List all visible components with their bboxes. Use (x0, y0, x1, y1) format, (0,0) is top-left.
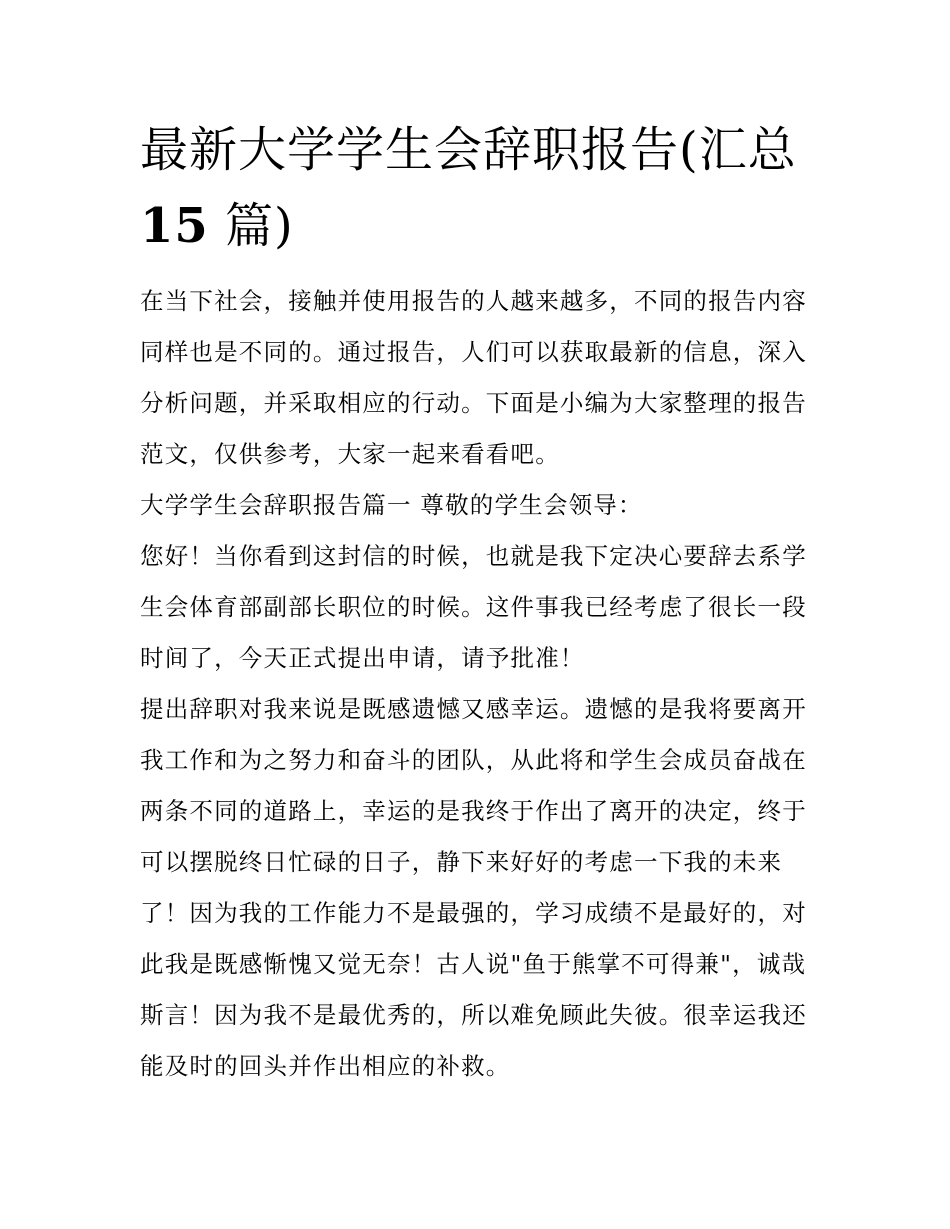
document-title (140, 112, 820, 264)
paragraph-intro: 在当下社会，接触并使用报告的人越来越多，不同的报告内容同样也是不同的。通过报告，人们可以获取最新的信息，深入分析问题，并采取相应的行动。下面是小编为大家整理的报告范文，仅供参考，大家一起来看看吧。 (140, 287, 807, 468)
paragraph-salutation: 大学学生会辞职报告篇一 尊敬的学生会领导： (140, 491, 643, 519)
title-line-1: 最新大学学生会辞职报告(汇总 (140, 122, 797, 178)
paragraph-reason: 提出辞职对我来说是既感遗憾又感幸运。遗憾的是我将要离开我工作和为之努力和奋斗的团队，从此将和学生会成员奋战在两条不同的道路上，幸运的是我终于作出了离开的决定，终于可以摆脱终日忙碌的日子，静下来好好的考虑一下我的未来了！因为我的工作能力不是最强的，学习成绩不是最好的，对此我是既感惭愧又觉无奈！古人说"鱼于熊掌不可得兼"，诚哉斯言！因为我不是最优秀的，所以难免顾此失彼。很幸运我还能及时的回头并作出相应的补救。 (140, 695, 807, 1080)
paragraph-greeting: 您好！当你看到这封信的时候，也就是我下定决心要辞去系学生会体育部副部长职位的时候。这件事我已经考虑了很长一段时间了，今天正式提出申请，请予批准！ (140, 542, 807, 672)
title-count: 15 (140, 198, 209, 254)
document-body (140, 276, 820, 1092)
title-line-2-rest: 篇) (208, 198, 294, 254)
